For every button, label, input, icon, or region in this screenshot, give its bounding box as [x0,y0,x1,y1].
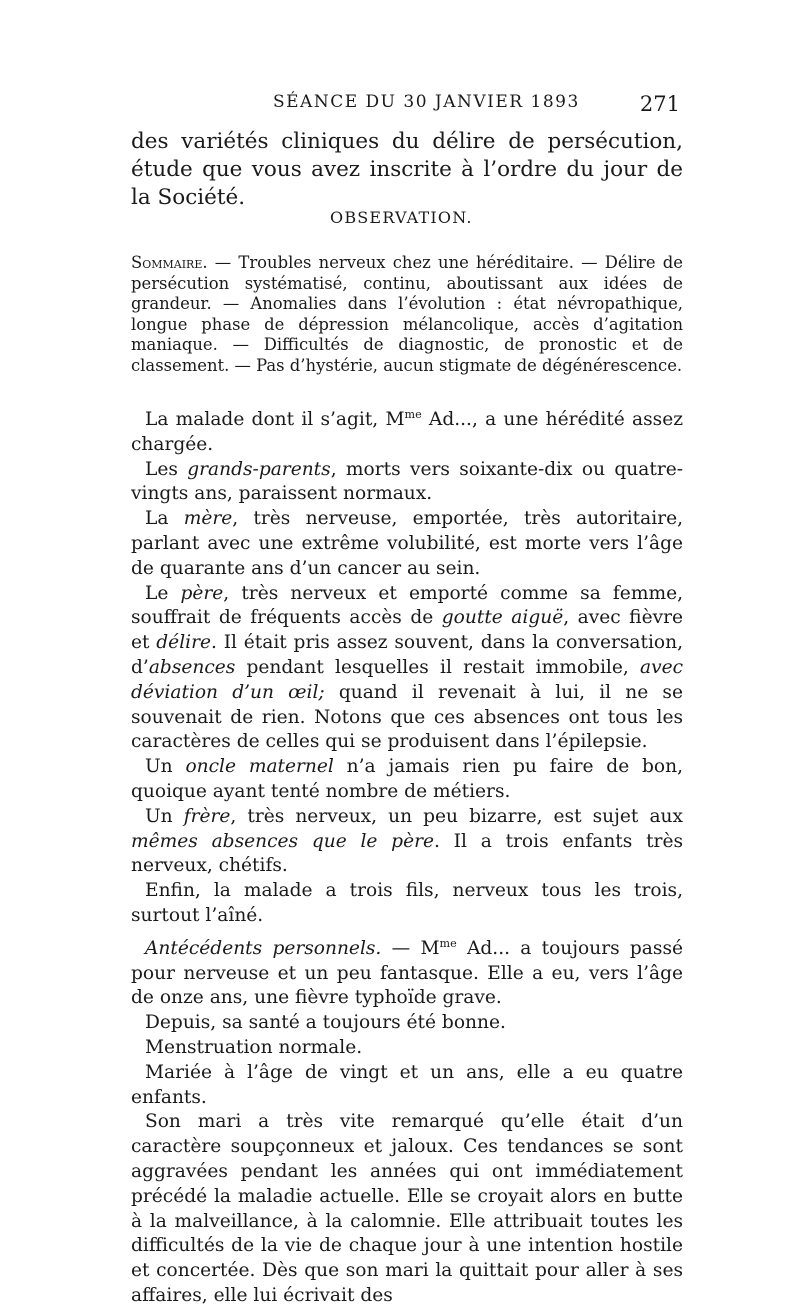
italic-term: goutte aiguë [441,607,564,629]
text-run: pendant lesquelles il restait immobile, [235,656,640,678]
text-run: , avec fièvre et [131,607,683,654]
text-run: Un [145,756,186,778]
italic-term: grands-parents [187,458,331,480]
italic-term: mêmes absences que le père [131,830,434,852]
summary-text: — Troubles nerveux chez une héréditaire. — Délire de persécution systématisé, continu, aboutissant aux idées de grandeur. — Anomalies dans l’évolution : état névropathique, longue phase de dépression mélancolique, accès d’agitation maniaque. — Difficultés de diagnostic, de pronostic et de classement. — Pas d’hystérie, aucun stigmate de dégénérescence. [131,253,683,375]
paragraph-father [131,582,683,756]
italic-term: avec déviation d’un œil; [131,656,683,703]
text-run: Ad..., a une hérédité assez chargée. [131,409,683,455]
paragraph-sons: Enfin, la malade a trois fils, nerveux tous les trois, surtout l’aîné. [131,880,683,926]
running-title: SÉANCE DU 30 JANVIER 1893 [273,92,580,112]
text-run: La [145,508,184,530]
paragraph-mother [131,507,683,581]
text-run: — M [381,937,440,959]
text-run: , très nerveuse, emportée, très autoritaire, parlant avec une extrême volubilité, est morte vers l’âge de quarante ans d’un cancer au sein. [131,508,683,579]
paragraph-personal-history [131,937,683,1011]
italic-term: frère [183,805,231,827]
paragraph-husband: Son mari a très vite remarqué qu’elle était d’un caractère soupçonneux et jaloux. Ces tendances se sont aggravées pendant les années qui ont immédiatement précédé la maladie actuelle. Elle se croyait alors en butte à la malveillance, à la calomnie. Elle attribuait toutes les difficultés de la vie de chaque jour à une intention hostile et concertée. Dès que son mari la quittait pour aller à ses affaires, elle lui écrivait des [131,1111,683,1306]
italic-term: père [180,582,224,604]
body-text [131,408,683,1309]
italic-term: mère [183,508,233,530]
italic-term: délire [156,632,211,654]
paragraph-brother [131,805,683,879]
text-run: , morts vers soixante-dix ou quatre-vingts ans, paraissent normaux. [131,458,684,505]
superscript: me [439,936,457,950]
text-run: , très nerveux, un peu bizarre, est sujet aux [230,805,683,827]
text-run: Les [145,458,188,480]
intro-paragraph [131,128,683,212]
text-run: Ad... a toujours passé pour nerveuse et un peu fantasque. Elle a eu, vers l’âge de onze ans, une fièvre typhoïde grave. [131,937,683,1009]
summary-label: Sommaire. [131,253,208,272]
paragraph-health: Depuis, sa santé a toujours été bonne. [145,1012,506,1034]
text-run: La malade dont il s’agit, M [145,409,405,430]
text-run: Le [145,582,181,604]
text-run: . Il a trois enfants très nerveux, chétifs. [131,830,683,877]
paragraph-grandparents [131,458,683,508]
paragraph-uncle [131,755,683,805]
superscript: me [404,407,422,421]
paragraph-menstruation: Menstruation normale. [145,1036,363,1058]
text-run: n’a jamais rien pu faire de bon, quoique ayant tenté nombre de métiers. [131,756,683,802]
observation-heading: OBSERVATION. [330,208,473,227]
section-label: Antécédents personnels. [145,937,382,959]
text-run: Un [145,805,184,827]
text-run: , très nerveux et emporté comme sa femme, souffrait de fréquents accès de [131,582,683,629]
summary-paragraph [131,253,683,376]
text-run: . Il était pris assez souvent, dans la conversation, d’ [131,632,684,678]
paragraph-marriage: Mariée à l’âge de vingt et un ans, elle a eu quatre enfants. [131,1061,683,1108]
italic-term: oncle maternel [185,756,334,778]
text-run: quand il revenait à lui, il ne se souvenait de rien. Notons que ces absences ont tous les caractères de celles qui se produisent dans l’épilepsie. [131,681,683,753]
paragraph-heredity [131,408,683,458]
page-number: 271 [639,92,680,116]
page-header [148,92,680,122]
italic-term: absences [148,656,236,678]
intro-text: des variétés cliniques du délire de persécution, étude que vous avez inscrite à l’ordre du jour de la Société. [131,129,683,210]
